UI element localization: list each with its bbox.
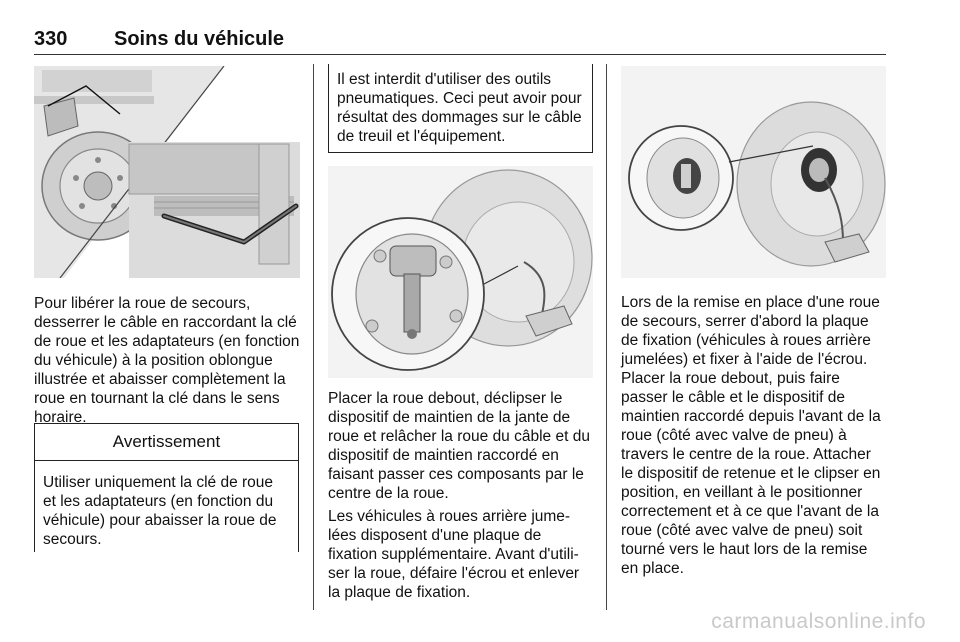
refit-instructions: Lors de la remise en place d'une roue de secours, serrer d'abord la plaque de fixation (véhicules à roues arrière jumelées) et fixer à l'aide de l'écrou.	[621, 294, 880, 368]
wheel-removal-illustration	[328, 166, 593, 378]
twin-rear-wheels-note: Les véhicules à roues arrière jume-lées disposent d'une plaque de fixation supplémentaire. Avant d'utili-ser la roue, défaire l'écrou et enlever la plaque de fixation.	[328, 508, 580, 601]
pneumatic-tools-warning-box	[328, 64, 593, 153]
warning-text: Utiliser uniquement la clé de roue et les adaptateurs (en fonction du véhicule) pour abaisser la roue de secours.	[43, 474, 277, 548]
warning-title: Avertissement	[35, 424, 298, 461]
refit-cable-instructions: Placer la roue debout, puis faire passer le câble et le dispositif de maintien raccordé depuis l'avant de la roue (côté avec valve de pneu) à travers le centre de la roue. Attacher le dispositif de retenue et le clipser en position, en veillant à le positionner correctement et à ce que l'avant de la roue (côté avec valve de pneu) soit tourné vers le haut lors de la remise en place.	[621, 370, 881, 577]
page-number: 330	[34, 28, 68, 50]
column-divider-right	[606, 64, 607, 610]
watermark: carmanualsonline.info	[711, 610, 926, 633]
wheel-refit-illustration	[621, 66, 886, 278]
spare-wheel-release-illustration	[34, 66, 300, 278]
page-header	[34, 26, 886, 55]
spare-wheel-release-instructions: Pour libérer la roue de secours, desserrer le câble en raccordant la clé de roue et les adaptateurs (en fonction du véhicule) à la position oblongue illustrée et abaisser complètement la roue en tournant la clé dans le sens horaire.	[34, 295, 300, 426]
pneumatic-tools-warning-text: Il est interdit d'utiliser des outils pneumatiques. Ceci peut avoir pour résultat des dommages sur le câble de treuil et l'équipement.	[337, 71, 582, 145]
column-divider-left	[313, 64, 314, 610]
section-title: Soins du véhicule	[114, 28, 285, 50]
wheel-removal-instructions: Placer la roue debout, déclipser le dispositif de maintien de la jante de roue et relâcher la roue du câble et du dispositif de maintien raccordé en faisant passer ces composants par le centre de la roue.	[328, 390, 590, 502]
warning-box	[34, 423, 299, 552]
